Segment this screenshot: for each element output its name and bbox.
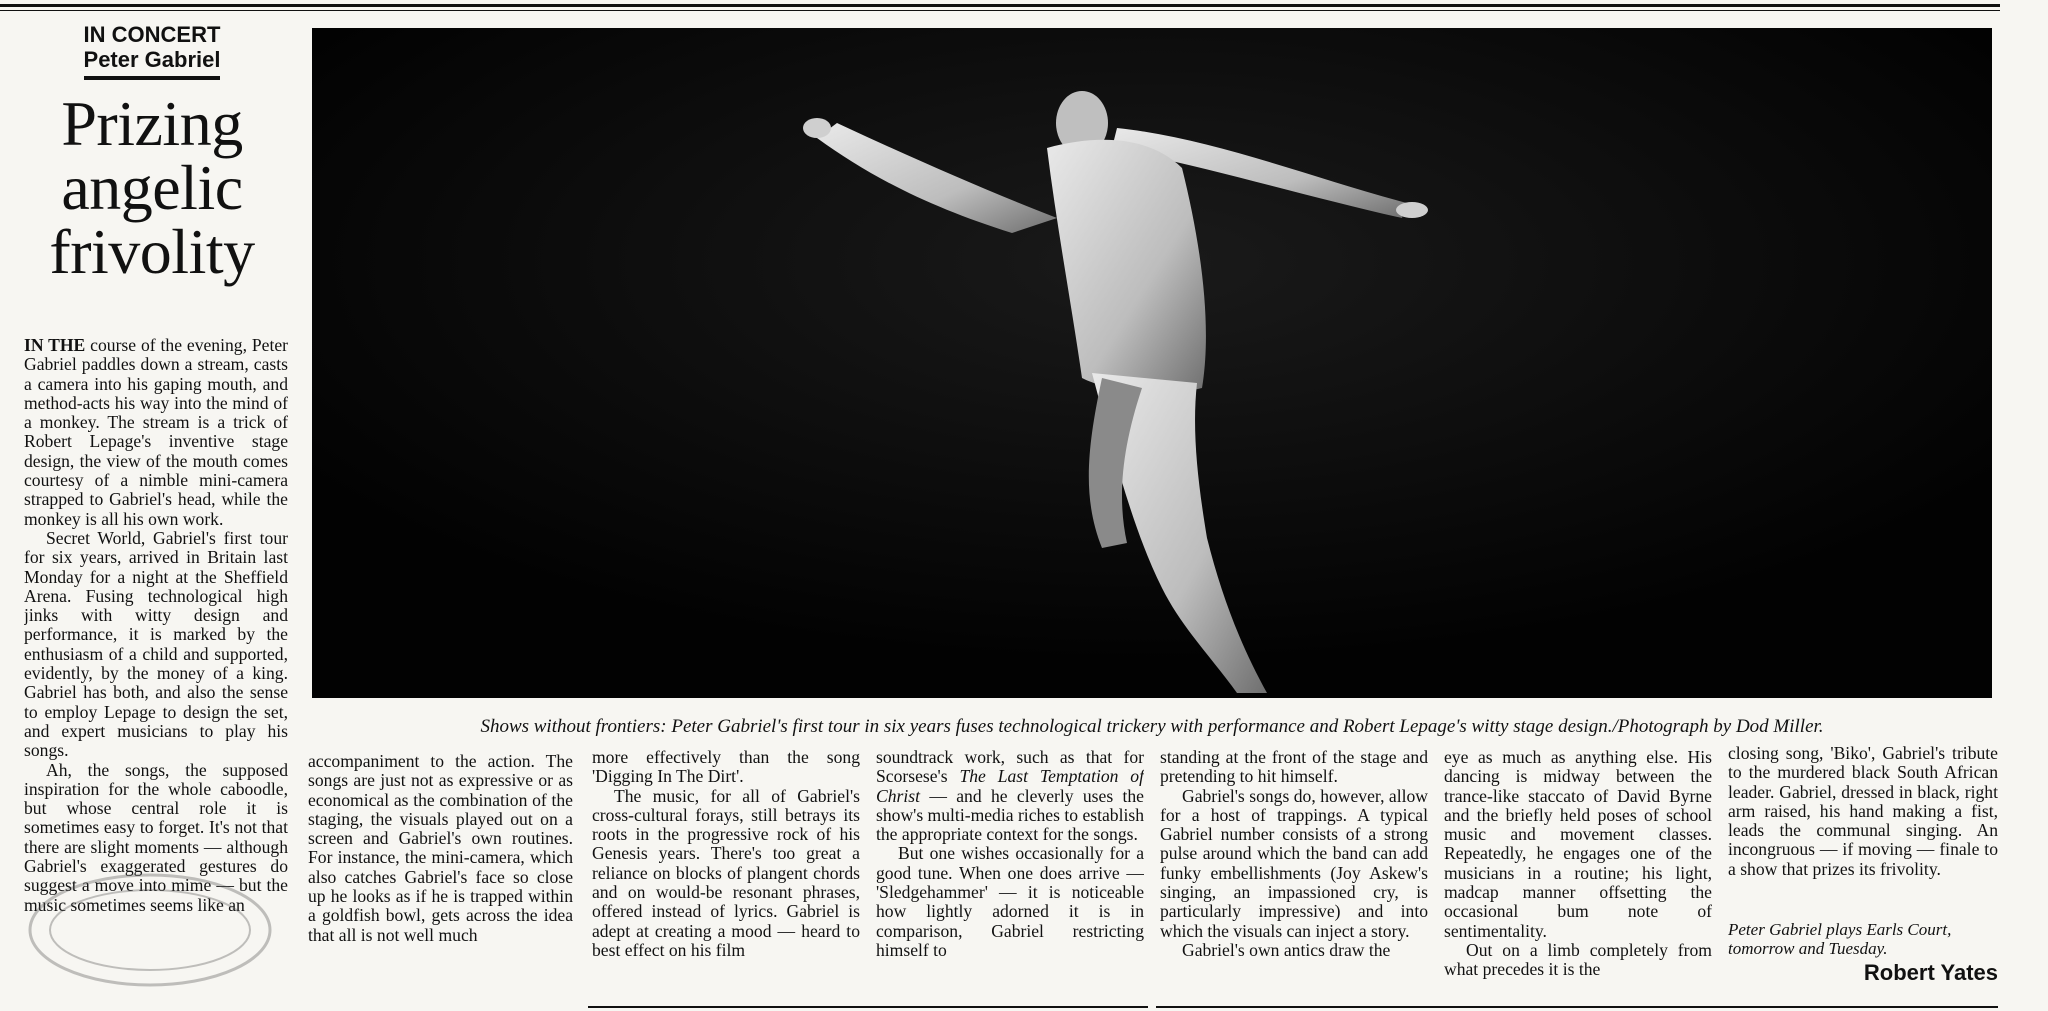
- film-title: The Last Temptation of Christ: [876, 766, 1144, 806]
- headline-line-2: angelic: [61, 152, 243, 223]
- article-paragraph: [24, 336, 288, 529]
- event-tagline: Peter Gabriel plays Earls Court, tomorrow and Tuesday.: [1728, 920, 1952, 958]
- article-paragraph: Gabriel's own antics draw the: [1182, 939, 1391, 960]
- article-paragraph: eye as much as anything else. His dancing is midway between the trance-like staccato of David Byrne and the briefly held poses of school music and movement classes. Repeatedly, he engages one of the musicians in a routine; his light, madcap manner offsetting the occasional bum note of sentimentality.: [1444, 748, 1712, 941]
- paragraph-text: soundtrack work, such as that for Scorsese's: [876, 748, 1144, 787]
- concert-photograph: [312, 28, 1992, 698]
- article-paragraph: Out on a limb completely from what precedes it is the: [1444, 939, 1712, 980]
- article-column-4: [876, 748, 1144, 1002]
- headline-line-1: Prizing: [61, 88, 243, 159]
- photo-caption: Shows without frontiers: Peter Gabriel's first tour in six years fuses technological trickery with performance and Robert Lepage's witty stage design./Photograph by Dod Miller.: [480, 716, 1824, 737]
- article-column-1: [24, 336, 288, 1008]
- performer-figure: [312, 28, 1992, 698]
- headline-line-3: frivolity: [49, 216, 255, 287]
- author-byline: Robert Yates: [1863, 960, 1998, 985]
- article-paragraph: accompaniment to the action. The songs are just not as expressive or as economical as the combination of the staging, the visuals played out on a screen and Gabriel's own routines. For instance, the mini-camera, which also catches Gabriel's face so close up he looks as if he is trapped within a goldfish bowl, gets across the idea that all is not well much: [308, 752, 573, 945]
- article-paragraph: Secret World, Gabriel's first tour for six years, arrived in Britain last Monday for a night at the Sheffield Arena. Fusing technological high jinks with witty design and performance, it is marked by the enthusiasm of a child and supported, evidently, by the money of a king. Gabriel has both, and also the sense to employ Lepage to design the set, and expert musicians to play his songs.: [24, 527, 288, 761]
- article-paragraph: [876, 748, 1144, 844]
- article-paragraph: standing at the front of the stage and pretending to hit himself.: [1160, 748, 1428, 787]
- bottom-rule-right: [1156, 1006, 1998, 1008]
- lead-in: IN THE: [24, 336, 86, 355]
- article-column-2: [308, 752, 573, 1002]
- bottom-rule: [588, 1006, 1148, 1008]
- article-paragraph: Ah, the songs, the supposed inspiration for the whole caboodle, but whose central role it is sometimes easy to forget. It's not that there are slight moments — although Gabriel's exaggerated gestures do suggest a move into mime — but the music sometimes seems like an: [24, 759, 288, 915]
- article-column-3: [592, 748, 860, 1002]
- article-paragraph: The music, for all of Gabriel's cross-cultural forays, still betrays its roots in the progressive rock of his Genesis years. There's too great a reliance on blocks of plangent chords and on would-be resonant phrases, offered instead of lyrics. Gabriel is adept at creating a mood — heard to best effect on his film: [592, 785, 860, 960]
- article-column-5: [1160, 748, 1428, 1002]
- headline: [18, 88, 286, 287]
- kicker-section: IN CONCERT: [83, 22, 221, 47]
- kicker-subject: Peter Gabriel: [84, 47, 221, 80]
- article-paragraph: more effectively than the song 'Digging In The Dirt'.: [592, 748, 860, 787]
- top-rule: [0, 4, 2000, 7]
- article-paragraph: closing song, 'Biko', Gabriel's tribute to the murdered black South African leader. Gabriel, dressed in black, right arm raised, his hand making a fist, leads the communal singing. An incongruous — if moving — finale to a show that prizes its frivolity.: [1728, 744, 1998, 879]
- paragraph-text: — and he cleverly uses the show's multi-media riches to establish the appropriate context for the songs.: [876, 785, 1144, 845]
- article-column-6: [1444, 748, 1712, 1002]
- article-paragraph: But one wishes occasionally for a good tune. When one does arrive — 'Sledgehammer' — it is noticeable how lightly adorned it is in comparison, Gabriel restricting himself to: [876, 843, 1144, 960]
- article-paragraph: Gabriel's songs do, however, allow for a host of trappings. A typical Gabriel number consists of a strong pulse around which the band can add funky embellishments (Joy Askew's singing, an impassioned cry, is particularly impressive) and into which the visuals can inject a story.: [1160, 785, 1428, 941]
- section-kicker: [66, 22, 238, 80]
- paragraph-text: course of the evening, Peter Gabriel paddles down a stream, casts a camera into his gaping mouth, and method-acts his way into the mind of a monkey. The stream is a trick of Robert Lepage's inventive stage design, the view of the mouth comes courtesy of a nimble mini-camera strapped to Gabriel's head, while the monkey is all his own work.: [24, 336, 288, 529]
- top-rule-thin: [0, 10, 2000, 11]
